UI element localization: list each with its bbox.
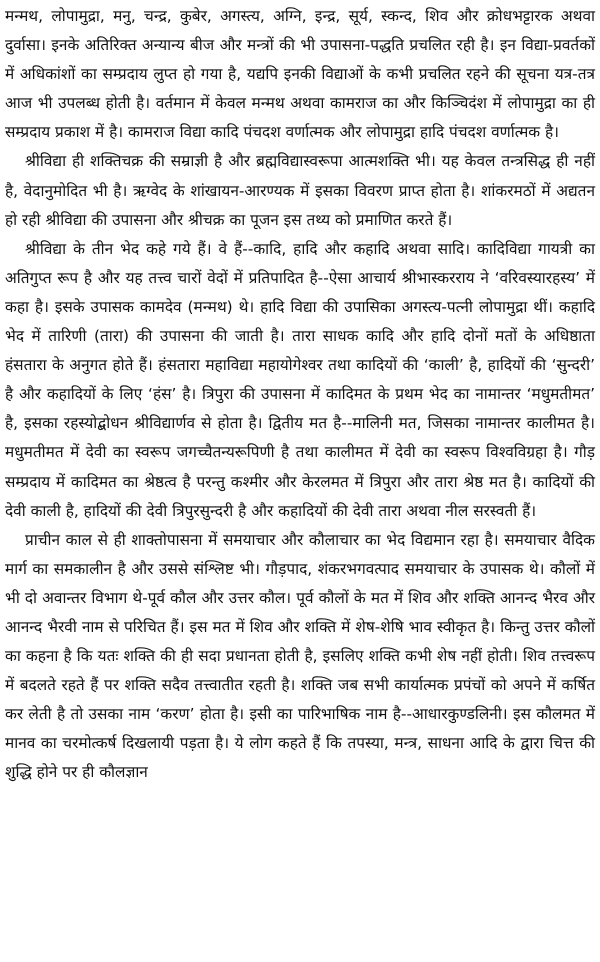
paragraph-4: प्राचीन काल से ही शाक्तोपासना में समयाचार और कौलाचार का भेद विद्यमान रहा है। समयाचार वैदिक मार्ग का समकालीन है और उससे संश्लिष्ट भी। गौड़पाद, शंकरभगवत्पाद समयाचार के उपासक थे। कौलों में भी दो अवान्तर विभाग थे-पूर्व कौल और उत्तर कौल। पूर्व कौलों के मत में शिव और शक्ति आनन्द भैरव और आनन्द भैरवी नाम से परिचित हैं। इस मत में शिव और शक्ति में शेष-शेषि भाव स्वीकृत है। किन्तु उत्तर कौलों का कहना है कि यतः शक्ति की ही सदा प्रधानता होती है, इसलिए शक्ति कभी शेष नहीं होती। शिव तत्त्वरूप में बदलते रहते हैं पर शक्ति सदैव तत्त्वातीत रहती है। शक्ति जब सभी कार्यात्मक प्रपंचों को अपने में कर्षित कर लेती है तो उसका नाम ‘करण’ होता है। इसी का पारिभाषिक नाम है--आधारकुण्डलिनी। इस कौलमत में मानव का चरमोत्कर्ष दिखलायी पड़ता है। ये लोग कहते हैं कि तपस्या, मन्त्र, साधना आदि के द्वारा चित्त की शुद्धि होने पर ही कौलज्ञान [5, 530, 595, 782]
paragraph-3: श्रीविद्या के तीन भेद कहे गये हैं। वे हैं--कादि, हादि और कहादि अथवा सादि। कादिविद्या गायत्री का अतिगुप्त रूप है और यह तत्त्व चारों वेदों में प्रतिपादित है--ऐसा आचार्य श्रीभास्करराय ने ‘वरिवस्यारहस्य’ में कहा है। इसके उपासक कामदेव (मन्मथ) थे। हादि विद्या की उपासिका अगस्त्य-पत्नी लोपामुद्रा थीं। कहादि भेद में तारिणी (तारा) की उपासना की जाती है। तारा साधक कादि और हादि दोनों मतों के अधिष्ठाता हंसतारा के अनुगत होते हैं। हंसतारा महाविद्या महायोगेश्वर तथा कादियों की ‘काली’ है, हादियों की ‘सुन्दरी’ है और कहादियों के लिए ‘हंस’ है। त्रिपुरा की उपासना में कादिमत के प्रथम भेद का नामान्तर ‘मधुमतीमत’ है, इसका रहस्योद्बोधन श्रीविद्यार्णव से होता है। द्वितीय मत है--मालिनी मत, जिसका नामान्तर कालीमत है। मधुमतीमत में देवी का स्वरूप जगच्चैतन्यरूपिणी है तथा कालीमत में देवी का स्वरूप विश्वविग्रहा है। गौड़ सम्प्रदाय में कादिमत का श्रेष्ठत्व है परन्तु कश्मीर और केरलमत में त्रिपुरा और तारा श्रेष्ठ मत है। कादियों की देवी काली है, हादियों की देवी त्रिपुरसुन्दरी है और कहादियों की देवी तारा अथवा नील सरस्वती हैं। [5, 239, 595, 520]
paragraph-1: मन्मथ, लोपामुद्रा, मनु, चन्द्र, कुबेर, अगस्त्य, अग्नि, इन्द्र, सूर्य, स्कन्द, शिव और क्रोधभट्टारक अथवा दुर्वासा। इनके अतिरिक्त अन्यान्य बीज और मन्त्रों की भी उपासना-पद्धति प्रचलित रही है। इन विद्या-प्रवर्तकों में अधिकांशों का सम्प्रदाय लुप्त हो गया है, यद्यपि इनकी विद्याओं के कभी प्रचलित रहने की सूचना यत्र-तत्र आज भी उपलब्ध होती है। वर्तमान में केवल मन्मथ अथवा कामराज का और किञ्चिदंश में लोपामुद्रा का ही सम्प्रदाय प्रकाश में है। कामराज विद्या कादि पंचदश वर्णात्मक और लोपामुद्रा हादि पंचदश वर्णात्मक है। [5, 7, 595, 142]
paragraph-2: श्रीविद्या ही शक्तिचक्र की सम्राज्ञी है और ब्रह्मविद्यास्वरूपा आत्मशक्ति भी। यह केवल तन्त्रसिद्ध ही नहीं है, वेदानुमोदित भी है। ऋग्वेद के शांखायन-आरण्यक में इसका विवरण प्राप्त होता है। शांकरमठों में अद्यतन हो रही श्रीविद्या की उपासना और श्रीचक्र का पूजन इस तथ्य को प्रमाणित करते हैं। [5, 152, 595, 229]
